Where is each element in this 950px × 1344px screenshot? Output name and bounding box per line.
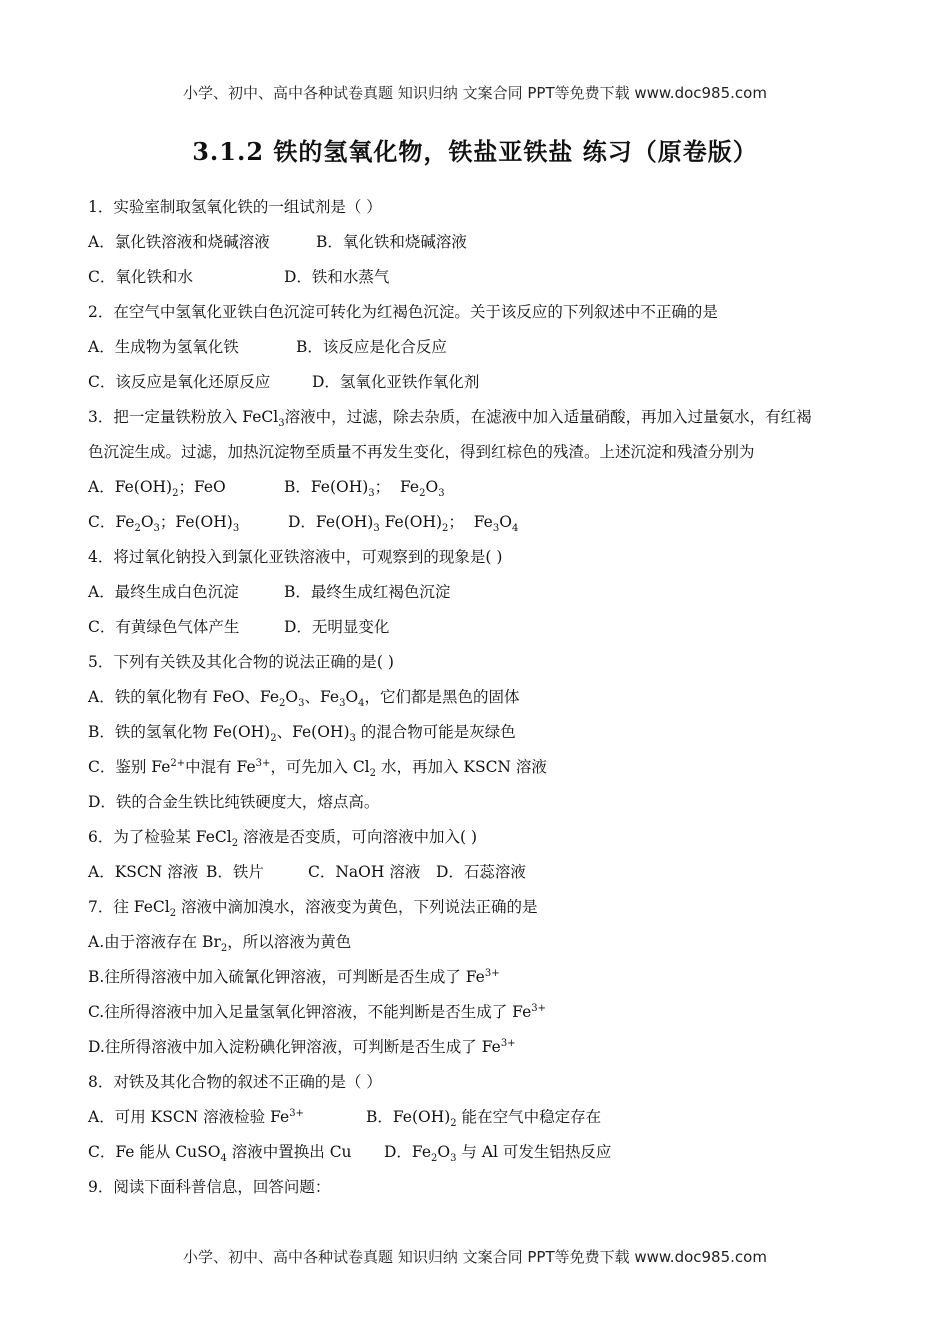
question-5-option-c: C．鉴别 $Fe^{2+}$中混有 $Fe^{3+}$，可先加入 $Cl_2$ 水，再加入 KSCN 溶液 bbox=[88, 757, 547, 780]
option-c: C．NaOH 溶液 bbox=[308, 863, 421, 881]
question-2-options-cd bbox=[88, 365, 878, 400]
option-b: B．铁片 bbox=[206, 863, 264, 881]
option-d: D．氢氧化亚铁作氧化剂 bbox=[312, 373, 480, 391]
option-d: D．无明显变化 bbox=[284, 618, 390, 636]
option-c: C．$Fe_2O_3$；$Fe(OH)_3$ bbox=[88, 513, 240, 535]
option-c: C．Fe 能从 CuSO$_4$ 溶液中置换出 Cu bbox=[88, 1143, 352, 1165]
question-9-stem: 9．阅读下面科普信息，回答问题： bbox=[88, 1178, 331, 1196]
question-7-option-a: A.由于溶液存在 $Br_2$，所以溶液为黄色 bbox=[88, 933, 352, 955]
option-b: B．最终生成红褐色沉淀 bbox=[284, 583, 451, 601]
option-c: C．该反应是氧化还原反应 bbox=[88, 373, 271, 391]
question-7-option-c: C.往所得溶液中加入足量氢氧化钾溶液，不能判断是否生成了 $Fe^{3+}$ bbox=[88, 1002, 546, 1021]
question-3-stem-line-1: 3．把一定量铁粉放入 FeCl$_3$溶液中，过滤，除去杂质，在滤液中加入适量硝酸，再加入过量氨水，有红褐 bbox=[88, 408, 812, 430]
option-d: D．铁和水蒸气 bbox=[284, 268, 390, 286]
option-c: C．氧化铁和水 bbox=[88, 268, 193, 286]
option-b: B．$Fe(OH)_2$ 能在空气中稳定存在 bbox=[366, 1108, 602, 1130]
question-4-options-ab bbox=[88, 575, 878, 610]
option-d: D．$Fe(OH)_3$ $Fe(OH)_2$； $Fe_3O_4$ bbox=[288, 513, 519, 535]
question-4-options-cd bbox=[88, 610, 878, 645]
option-c: C．有黄绿色气体产生 bbox=[88, 618, 240, 636]
page-title: 3.1.2 铁的氢氧化物，铁盐亚铁盐 练习（原卷版） bbox=[192, 137, 758, 166]
option-b: B．氧化铁和烧碱溶液 bbox=[316, 233, 467, 251]
question-5-option-b: B．铁的氢氧化物 $Fe(OH)_2$、$Fe(OH)_3$ 的混合物可能是灰绿色 bbox=[88, 723, 516, 745]
question-1-options-cd bbox=[88, 260, 878, 295]
option-a: A．生成物为氢氧化铁 bbox=[88, 338, 239, 356]
question-1-stem: 1．实验室制取氢氧化铁的一组试剂是（ ） bbox=[88, 198, 382, 216]
option-d: D．石蕊溶液 bbox=[436, 863, 526, 881]
question-7-option-b: B.往所得溶液中加入硫氰化钾溶液，可判断是否生成了 $Fe^{3+}$ bbox=[88, 967, 500, 986]
question-5-option-d: D．铁的合金生铁比纯铁硬度大，熔点高。 bbox=[88, 793, 380, 811]
question-5-stem: 5．下列有关铁及其化合物的说法正确的是( ) bbox=[88, 653, 394, 671]
option-a: A．氯化铁溶液和烧碱溶液 bbox=[88, 233, 270, 251]
option-a: A．最终生成白色沉淀 bbox=[88, 583, 239, 601]
option-a: A．$Fe(OH)_2$；FeO bbox=[88, 478, 226, 500]
question-2-stem: 2．在空气中氢氧化亚铁白色沉淀可转化为红褐色沉淀。关于该反应的下列叙述中不正确的是 bbox=[88, 303, 718, 321]
question-3-options-cd bbox=[88, 505, 878, 540]
question-5-option-a: A．铁的氧化物有 FeO、$Fe_2O_3$、$Fe_3O_4$，它们都是黑色的固体 bbox=[88, 688, 520, 710]
question-8-options-ab bbox=[88, 1100, 878, 1135]
option-b: B．$Fe(OH)_3$； $Fe_2O_3$ bbox=[284, 478, 445, 500]
question-8-stem: 8．对铁及其化合物的叙述不正确的是（ ） bbox=[88, 1073, 382, 1091]
option-d: D．$Fe_2O_3$ 与 Al 可发生铝热反应 bbox=[384, 1143, 612, 1165]
question-6-options bbox=[88, 855, 878, 890]
option-b: B．该反应是化合反应 bbox=[296, 338, 447, 356]
question-1-options-ab bbox=[88, 225, 878, 260]
page-footer: 小学、初中、高中各种试卷真题 知识归纳 文案合同 PPT等免费下载 www.doc985.com bbox=[183, 1248, 767, 1266]
question-2-options-ab bbox=[88, 330, 878, 365]
question-6-stem: 6．为了检验某 FeCl$_2$ 溶液是否变质，可向溶液中加入( ) bbox=[88, 828, 478, 850]
question-8-options-cd bbox=[88, 1135, 878, 1170]
option-a: A．可用 KSCN 溶液检验 $Fe^{3+}$ bbox=[88, 1107, 304, 1126]
question-7-stem: 7．往 FeCl$_2$ 溶液中滴加溴水，溶液变为黄色，下列说法正确的是 bbox=[88, 898, 538, 920]
question-list bbox=[88, 190, 878, 1205]
page-header: 小学、初中、高中各种试卷真题 知识归纳 文案合同 PPT等免费下载 www.doc985.com bbox=[183, 84, 767, 102]
option-a: A．KSCN 溶液 bbox=[88, 863, 199, 881]
question-3-stem-line-2: 色沉淀生成。过滤，加热沉淀物至质量不再发生变化，得到红棕色的残渣。上述沉淀和残渣分别为 bbox=[88, 443, 755, 461]
question-3-options-ab bbox=[88, 470, 878, 505]
question-7-option-d: D.往所得溶液中加入淀粉碘化钾溶液，可判断是否生成了 $Fe^{3+}$ bbox=[88, 1037, 516, 1056]
question-4-stem: 4．将过氧化钠投入到氯化亚铁溶液中，可观察到的现象是( ) bbox=[88, 548, 503, 566]
